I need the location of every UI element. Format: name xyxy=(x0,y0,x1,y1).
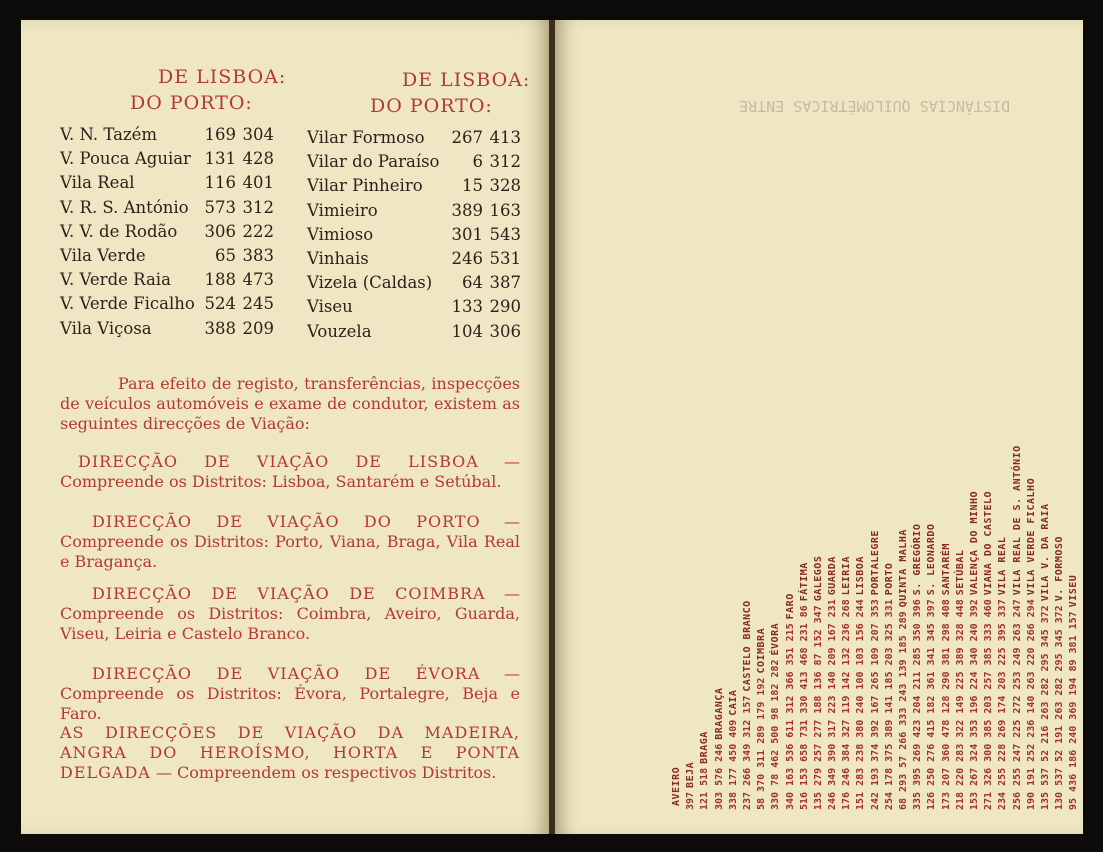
town-name: V. N. Tazém xyxy=(60,125,158,144)
matrix-town: S. LEONARDO xyxy=(926,523,938,596)
matrix-row xyxy=(713,70,727,810)
matrix-row xyxy=(982,70,996,810)
matrix-row xyxy=(1067,70,1081,810)
section-text: — Compreende os Distritos: Évora, Portalegre, Beja e Faro. xyxy=(60,664,520,723)
matrix-town: VILA REAL xyxy=(997,536,1009,596)
dist-porto: 312 xyxy=(242,197,274,217)
dist-lisboa: 169 xyxy=(204,125,236,144)
matrix-values: 153 267 324 353 196 224 340 240 392 xyxy=(968,599,980,810)
matrix-town: VALENÇA DO MINHO xyxy=(968,490,980,596)
ghost-title: DISTÂNCIAS QUILOMÉTRICAS ENTRE xyxy=(739,97,1010,115)
section-heading: DIRECÇÃO DE VIAÇÃO DE COIMBRA xyxy=(92,584,486,603)
table-row xyxy=(60,196,274,220)
matrix-row xyxy=(869,70,883,810)
matrix-row xyxy=(741,70,755,810)
matrix-values: 135 537 52 216 263 282 295 345 372 xyxy=(1039,605,1051,810)
town-name: Vila Viçosa xyxy=(60,318,152,338)
matrix-town: VILA V. DA RAIA xyxy=(1039,503,1051,602)
matrix-row xyxy=(854,70,868,810)
matrix-row xyxy=(1053,70,1067,810)
dist-porto: 543 xyxy=(489,224,521,244)
intro-paragraph: Para efeito de registo, transferências, inspecções de veículos automóveis e exame de condutor, existem as seguintes direcções de Viação: xyxy=(60,374,520,433)
matrix-town: VISEU xyxy=(1068,574,1080,608)
dist-lisboa: 388 xyxy=(204,318,236,338)
town-name: Vila Real xyxy=(60,173,135,193)
town-name: Vimioso xyxy=(307,224,374,244)
matrix-values: 335 395 269 423 204 211 285 350 396 xyxy=(912,599,924,810)
matrix-town: CAIA xyxy=(727,689,739,716)
table-row xyxy=(307,199,521,223)
matrix-row xyxy=(755,70,769,810)
dist-lisboa: 306 xyxy=(204,221,236,241)
table-row xyxy=(307,174,521,198)
matrix-values: 242 193 374 392 167 265 109 207 353 xyxy=(869,599,881,810)
matrix-values: 271 326 300 385 203 257 385 333 460 xyxy=(983,599,995,810)
matrix-values: 234 255 228 269 174 203 225 395 337 xyxy=(997,599,1009,810)
matrix-row xyxy=(784,70,798,810)
table-row xyxy=(60,244,274,268)
dist-porto: 245 xyxy=(242,294,274,314)
distance-table-right xyxy=(307,126,521,344)
table-row xyxy=(307,247,521,271)
matrix-row xyxy=(1025,70,1039,810)
dist-lisboa: 301 xyxy=(451,224,483,244)
matrix-town: PORTALEGRE xyxy=(869,530,881,596)
matrix-values: 190 191 252 236 140 263 220 266 294 xyxy=(1025,599,1037,810)
dist-porto: 473 xyxy=(242,270,274,290)
matrix-values: 121 518 xyxy=(699,767,711,810)
dist-porto: 222 xyxy=(242,221,274,241)
matrix-town: GUARDA xyxy=(827,556,839,596)
matrix-row xyxy=(925,70,939,810)
dist-porto: 413 xyxy=(489,128,521,147)
matrix-values: 246 349 390 317 223 140 209 167 231 xyxy=(827,599,839,810)
matrix-town: COIMBRA xyxy=(756,627,768,674)
matrix-row xyxy=(883,70,897,810)
table-row xyxy=(307,320,521,344)
section-ilhas xyxy=(60,723,520,783)
matrix-row xyxy=(826,70,840,810)
matrix-values: 58 370 311 289 179 192 xyxy=(756,677,768,810)
matrix-values: 173 207 360 478 128 290 381 298 408 xyxy=(940,599,952,810)
header-left-line2: DO PORTO: xyxy=(130,92,253,114)
matrix-town: GALEGOS xyxy=(812,555,824,602)
matrix-row xyxy=(840,70,854,810)
matrix-town: LEIRIA xyxy=(841,556,853,596)
dist-porto: 306 xyxy=(489,321,521,341)
table-row xyxy=(307,223,521,247)
section-porto xyxy=(60,512,520,572)
dist-lisboa: 64 xyxy=(462,273,483,293)
matrix-values: 254 178 375 389 141 185 203 325 331 xyxy=(883,599,895,810)
section-text: — Compreendem os respectivos Distritos. xyxy=(155,763,497,782)
matrix-town: BRAGANÇA xyxy=(713,687,725,740)
dist-lisboa: 188 xyxy=(204,270,236,290)
matrix-row xyxy=(670,70,684,810)
matrix-town: CASTELO BRANCO xyxy=(741,600,753,692)
dist-lisboa: 524 xyxy=(204,294,236,314)
header-left-line1: DE LISBOA: xyxy=(158,66,287,88)
table-row xyxy=(60,220,274,244)
town-name: Vouzela xyxy=(307,321,372,341)
matrix-row xyxy=(954,70,968,810)
matrix-town: S. GREGÓRIO xyxy=(912,523,924,596)
matrix-row xyxy=(684,70,698,810)
town-name: Viseu xyxy=(307,297,353,317)
matrix-row xyxy=(698,70,712,810)
table-row xyxy=(60,147,274,171)
section-heading: DIRECÇÃO DE VIAÇÃO DE LISBOA xyxy=(78,452,479,471)
matrix-row xyxy=(812,70,826,810)
town-name: Vizela (Caldas) xyxy=(307,273,433,293)
town-name: Vilar do Paraíso xyxy=(307,152,440,172)
dist-lisboa: 133 xyxy=(451,297,483,317)
matrix-town: ÉVORA xyxy=(770,622,782,656)
matrix-row xyxy=(940,70,954,810)
section-text: — Compreende os Distritos: Porto, Viana, Braga, Vila Real e Bragança. xyxy=(60,512,521,571)
section-heading: DIRECÇÃO DE VIAÇÃO DO PORTO xyxy=(92,512,481,531)
town-name: Vilar Formoso xyxy=(307,128,425,147)
dist-porto: 290 xyxy=(489,297,521,317)
dist-lisboa: 267 xyxy=(451,128,483,147)
section-heading: DIRECÇÃO DE VIAÇÃO DE ÉVORA xyxy=(92,664,481,683)
matrix-row xyxy=(727,70,741,810)
dist-porto: 312 xyxy=(489,152,521,172)
matrix-values: 176 246 384 327 119 142 132 236 268 xyxy=(841,599,853,810)
dist-porto: 401 xyxy=(242,173,274,193)
matrix-town: SANTARÉM xyxy=(940,543,952,596)
matrix-town: FÁTIMA xyxy=(798,562,810,602)
matrix-town: FARO xyxy=(784,593,796,620)
distance-table-left xyxy=(60,123,274,341)
matrix-row xyxy=(1011,70,1025,810)
dist-porto: 383 xyxy=(242,246,274,266)
matrix-values: 338 177 450 409 xyxy=(727,719,739,810)
dist-porto: 328 xyxy=(489,176,521,196)
town-name: V. R. S. António xyxy=(60,197,189,217)
dist-lisboa: 573 xyxy=(204,197,236,217)
matrix-values: 151 283 238 380 240 100 103 156 244 xyxy=(855,599,867,810)
town-name: Vila Verde xyxy=(60,246,146,266)
matrix-values: 303 576 246 xyxy=(713,743,725,810)
section-text: — Compreende os Distritos: Lisboa, Santarém e Setúbal. xyxy=(60,452,520,491)
dist-lisboa: 131 xyxy=(204,149,236,169)
matrix-values: 330 78 462 500 98 182 282 xyxy=(770,659,782,810)
dist-lisboa: 116 xyxy=(204,173,236,193)
matrix-town: BRAGA xyxy=(699,731,711,764)
header-right-line1: DE LISBOA: xyxy=(402,69,531,91)
dist-lisboa: 15 xyxy=(462,176,483,196)
matrix-town: SETÚBAL xyxy=(954,549,966,596)
dist-lisboa: 65 xyxy=(215,246,236,266)
table-row xyxy=(60,292,274,316)
table-row xyxy=(307,271,521,295)
matrix-row xyxy=(798,70,812,810)
matrix-row xyxy=(968,70,982,810)
matrix-town: LISBOA xyxy=(855,556,867,596)
matrix-town: PORTO xyxy=(883,562,895,596)
dist-porto: 209 xyxy=(242,318,274,338)
matrix-row xyxy=(996,70,1010,810)
matrix-row xyxy=(911,70,925,810)
section-evora xyxy=(60,664,520,724)
header-right-line2: DO PORTO: xyxy=(370,95,493,117)
dist-lisboa: 246 xyxy=(451,249,483,269)
matrix-town: AVEIRO xyxy=(671,766,682,806)
town-name: Vinhais xyxy=(307,249,369,269)
table-row xyxy=(307,295,521,319)
town-name: Vimieiro xyxy=(307,200,378,220)
matrix-town: VILA VERDE FICALHO xyxy=(1025,477,1037,596)
matrix-values: 397 xyxy=(685,791,697,810)
matrix-values: 126 250 276 415 182 361 341 345 397 xyxy=(926,599,938,810)
dist-porto: 531 xyxy=(489,249,521,269)
town-name: V. V. de Rodão xyxy=(60,221,178,241)
town-name: Vilar Pinheiro xyxy=(307,176,423,196)
matrix-values: 68 293 57 266 333 243 139 185 289 xyxy=(898,611,909,810)
matrix-values: 218 220 283 322 149 225 389 328 448 xyxy=(954,599,966,810)
dist-porto: 428 xyxy=(242,149,274,169)
matrix-row xyxy=(769,70,783,810)
table-row xyxy=(60,171,274,195)
matrix-town: VIANA DO CASTELO xyxy=(983,490,995,596)
town-name: V. Verde Raia xyxy=(60,270,171,290)
section-heading: AS DIRECÇÕES DE VIAÇÃO DA MADEIRA, ANGRA DO HEROÍSMO, HORTA E PONTA DELGADA xyxy=(60,723,520,782)
matrix-town: VILA REAL DE S. ANTÓNIO xyxy=(1011,445,1023,596)
dist-lisboa: 6 xyxy=(472,152,483,172)
table-row xyxy=(60,123,274,147)
matrix-values: 237 266 349 312 157 xyxy=(741,695,753,810)
header-left xyxy=(130,64,286,116)
matrix-row xyxy=(897,70,911,810)
table-row xyxy=(307,150,521,174)
town-name: V. Pouca Aguiar xyxy=(60,149,191,169)
distance-matrix-rotated xyxy=(670,70,1081,810)
dist-porto: 387 xyxy=(489,273,521,293)
matrix-values: 135 279 257 277 188 136 87 152 347 xyxy=(812,605,824,810)
section-lisboa xyxy=(60,452,520,492)
matrix-town: QUINTA MALHA xyxy=(898,529,909,608)
matrix-values: 95 436 186 240 369 194 89 381 157 xyxy=(1068,611,1080,810)
header-right xyxy=(370,67,530,119)
matrix-row xyxy=(1039,70,1053,810)
matrix-values: 340 163 536 611 312 366 351 215 xyxy=(784,623,796,810)
matrix-values: 516 153 658 731 330 413 468 231 86 xyxy=(798,605,810,810)
table-row xyxy=(60,317,274,341)
section-coimbra xyxy=(60,584,520,644)
matrix-values: 256 255 247 225 272 253 249 263 247 xyxy=(1011,599,1023,810)
matrix-values: 130 537 52 191 263 282 295 345 372 xyxy=(1054,605,1066,810)
section-text: — Compreende os Distritos: Coimbra, Aveiro, Guarda, Viseu, Leiria e Castelo Branco. xyxy=(60,584,520,643)
town-name: V. Verde Ficalho xyxy=(60,294,195,314)
table-row xyxy=(307,126,521,150)
distance-matrix xyxy=(670,70,1080,820)
matrix-town: V. FORMOSO xyxy=(1054,536,1066,602)
dist-lisboa: 389 xyxy=(451,200,483,220)
matrix-town: BEJA xyxy=(685,761,697,788)
table-row xyxy=(60,268,274,292)
dist-porto: 304 xyxy=(242,125,274,144)
dist-porto: 163 xyxy=(489,200,521,220)
dist-lisboa: 104 xyxy=(451,321,483,341)
